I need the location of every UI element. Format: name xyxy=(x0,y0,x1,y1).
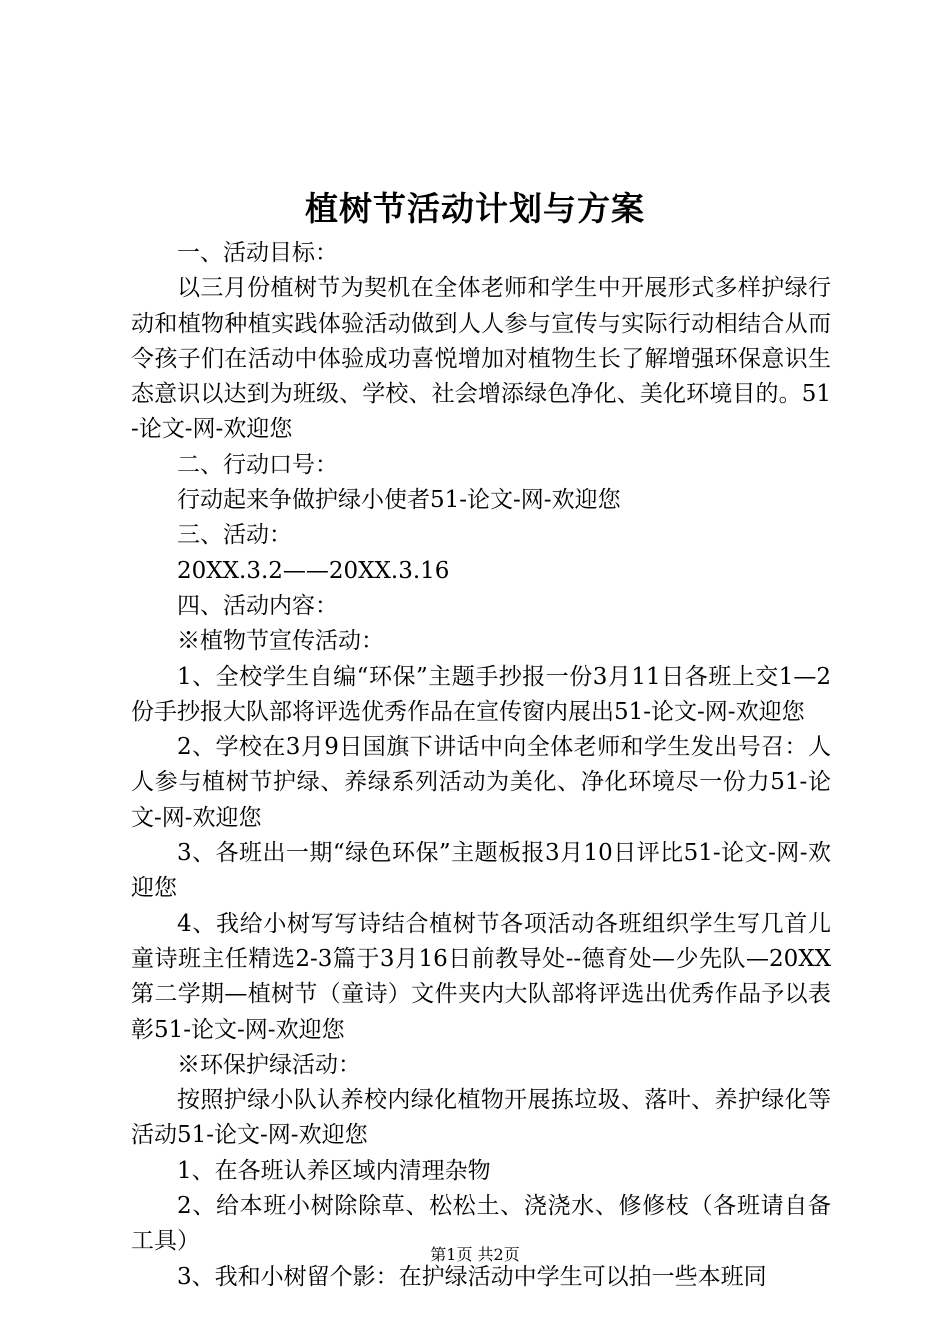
subheading-promotion: ※植物节宣传活动： xyxy=(177,628,384,655)
section-heading-activity: 三、活动： xyxy=(177,522,292,549)
paragraph-goal: 以三月份植树节为契机在全体老师和学生中开展形式多样护绿行动和植物种植实践体验活动做到人人参与宣传与实际行动相结合从而令孩子们在活动中体验成功喜悦增加对植物生长了解增强环保意识生态意识以达到为班级、学校、社会增添绿色净化、美化环境目的。51-论文-网-欢迎您 xyxy=(131,275,831,443)
section-heading-goal: 一、活动目标： xyxy=(177,240,338,266)
page-indicator: 第1页 共2页 xyxy=(430,1245,520,1264)
paragraph-slogan: 行动起来争做护绿小使者51-论文-网-欢迎您 xyxy=(177,487,621,514)
paragraph-item-4: 4、我给小树写写诗结合植树节各项活动各班组织学生写几首儿童诗班主任精选2-3篇于3月16日前教导处--德育处—少先队—20XX第二学期—植树节（童诗）文件夹内大队部将评选出优秀作品予以表彰51-论文-网-欢迎您 xyxy=(131,910,831,1043)
paragraph-item-3: 3、各班出一期“绿色环保”主题板报3月10日评比51-论文-网-欢迎您 xyxy=(131,840,831,902)
paragraph-green-intro: 按照护绿小队认养校内绿化植物开展拣垃圾、落叶、养护绿化等活动51-论文-网-欢迎您 xyxy=(131,1087,831,1149)
paragraph-item-1: 1、全校学生自编“环保”主题手抄报一份3月11日各班上交1—2份手抄报大队部将评选优秀作品在宣传窗内展出51-论文-网-欢迎您 xyxy=(131,663,831,725)
section-heading-slogan: 二、行动口号： xyxy=(177,451,338,478)
document-title: 植树节活动计划与方案 xyxy=(305,189,645,228)
subheading-green-protection: ※环保护绿活动： xyxy=(177,1051,361,1078)
section-heading-content: 四、活动内容： xyxy=(177,592,338,619)
paragraph-green-item-2: 2、给本班小树除除草、松松土、浇浇水、修修枝（各班请自备工具） xyxy=(131,1193,831,1255)
document-body xyxy=(131,236,831,1295)
paragraph-green-item-3: 3、我和小树留个影：在护绿活动中学生可以拍一些本班同 xyxy=(177,1263,767,1290)
paragraph-item-2: 2、学校在3月9日国旗下讲话中向全体老师和学生发出号召：人人参与植树节护绿、养绿系列活动为美化、净化环境尽一份力51-论文-网-欢迎您 xyxy=(131,734,831,831)
paragraph-date-range: 20XX.3.2——20XX.3.16 xyxy=(177,557,450,584)
paragraph-green-item-1: 1、在各班认养区域内清理杂物 xyxy=(177,1157,491,1184)
